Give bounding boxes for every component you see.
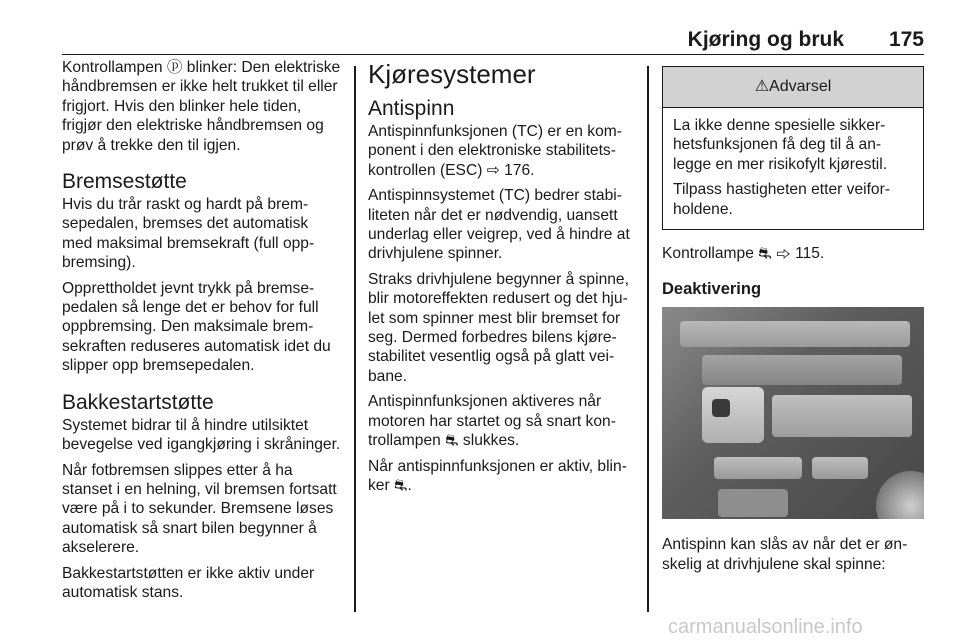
column-left [62,58,342,608]
paragraph: Når antispinnfunksjonen er aktiv, blinker ⛐. [368,457,627,494]
heading-bremsestotte: Bremsestøtte [62,170,187,194]
warning-body [663,108,923,229]
paragraph: Bakkestartstøtten er ikke aktiv under automatisk stans. [62,564,315,601]
column-right [662,66,924,580]
panel-strip [772,395,912,437]
paragraph: Antispinnfunksjonen aktiveres når motoren har startet og så snart kontrollampen ⛐ slukkes. [368,393,616,450]
panel-strip [680,321,910,347]
column-divider [354,66,356,612]
paragraph: Straks drivhjulene begynner å spinne, blir motoreffekten redusert og det hjulet som spinner mest blir bremset for seg. Dermed forbedres bilens kjørestabilitet vesentlig også på glatt veibane. [368,270,629,385]
paragraph-after-photo: Antispinn kan slås av når det er ønskelig at drivhjulene skal spinne: [662,536,908,573]
watermark-text: carmanualsonline.info [668,616,863,638]
page-header [62,0,924,55]
heading-deaktivering: Deaktivering [662,280,762,299]
heading-kjoresystemer: Kjøresystemer [368,59,536,89]
warning-box [662,66,924,230]
header-title: Kjøring og bruk [687,28,844,51]
panel-button [718,489,788,517]
paragraph: Antispinnfunksjonen (TC) er en komponent i den elektroniske stabilitetskontrollen (ESC) ⇨ 176. [368,123,622,179]
paragraph: Når fotbremsen slippes etter å ha stanset i en helning, vil bremsen fortsatt være på i to sekunder. Bremsene løses automatisk så snart bilen begynner å akselerere. [62,461,337,557]
rotary-knob [876,471,924,519]
paragraph: Antispinnsystemet (TC) bedrer stabiliteten når det er nødvendig, uansett underlag eller veigrep, ved å hindre at drivhjulene spinner. [368,187,630,263]
heading-antispinn: Antispinn [368,97,455,120]
dashboard-photo [662,307,924,519]
paragraph-intro: Kontrollampen ⓟ blinker: Den elektriske håndbremsen er ikke helt trukket til eller frigjort. Hvis den blinker hele tiden, frigjør den elektriske håndbremsen og prøv å trekke den til igjen. [62,59,341,154]
column-divider [647,66,649,612]
warning-title: ⚠Advarsel [663,67,923,108]
paragraph: Systemet bidrar til å hindre utilsiktet bevegelse ved igangkjøring i skråninger. [62,416,341,454]
panel-strip [702,355,902,385]
page-number: 175 [888,28,924,51]
paragraph: La ikke denne spesielle sikkerhetsfunksjonen få deg til å anlegge en mer risikofylt kjørestil. [673,117,888,173]
paragraph: Hvis du trår raskt og hardt på bremsepedalen, bremses det automatisk med maksimal bremsekraft (full oppbremsing). [62,196,315,272]
traction-control-button [702,387,764,443]
paragraph: Tilpass hastigheten etter veiforholdene. [673,181,890,218]
traction-control-icon [712,399,730,417]
paragraph: Opprettholdet jevnt trykk på bremsepedalen så lenge det er behov for full oppbremsing. Den maksimale bremsekraften reduseres automatisk idet du slipper opp bremsepedalen. [62,279,331,375]
paragraph-kontrollampe: Kontrollampe ⛐ ⇨ 115. [662,245,825,263]
panel-button [812,457,868,479]
heading-bakkestartstotte: Bakkestartstøtte [62,390,214,414]
panel-button [714,457,802,479]
column-middle [368,58,634,501]
